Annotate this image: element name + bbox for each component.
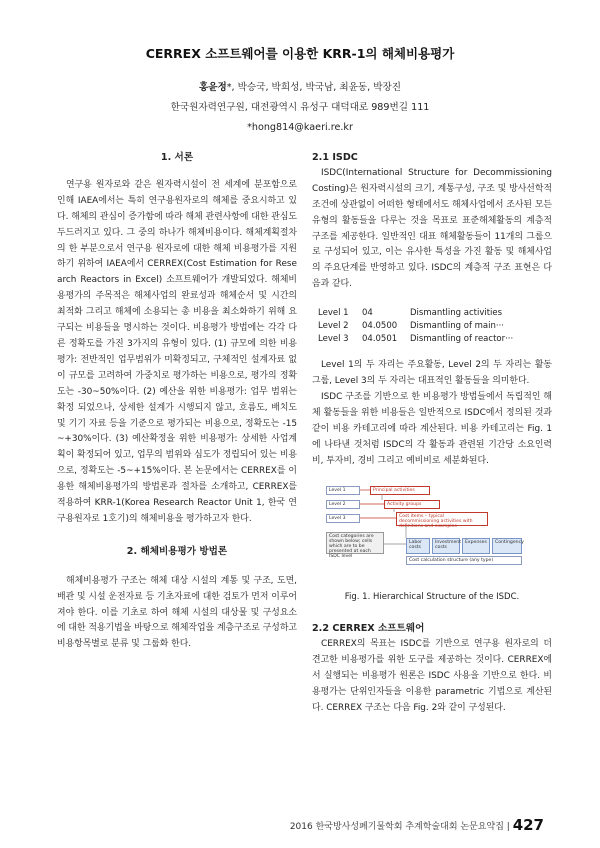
level-row bbox=[318, 320, 552, 333]
author-block bbox=[0, 78, 600, 138]
fig-investment-costs: Investment costs bbox=[432, 538, 460, 554]
level-code: 04.0501 bbox=[362, 334, 398, 345]
footer-text: 2016 한국방사성폐기물학회 추계학술대회 논문요약집 bbox=[289, 822, 504, 832]
author-line bbox=[0, 78, 600, 98]
level-desc: Dismantling of main··· bbox=[410, 321, 504, 332]
isdc-level-list bbox=[318, 307, 552, 346]
paper-title: CERREX 소프트웨어를 이용한 KRR-1의 해체비용평가 bbox=[145, 46, 455, 61]
fig-labor-costs: Labor costs bbox=[406, 538, 430, 554]
co-authors: *, 박승국, 박희성, 박국남, 최윤동, 박장진 bbox=[226, 82, 402, 93]
section-2-1-paragraph-1: ISDC(International Structure for Decommissioning Costing)은 원자력시설의 크기, 계통구성, 구조 및 방사선학적 조건에 상관없이 어떠한 형태에서도 해체사업에서 조사된 모든 유형의 활동들을 다루는 것을 목표로 표준해체활동의 계층적 구조를 제공한다. 일반적인 대표 해체활동들이 11개의 그룹으로 구성되어 있고, 이는 유사한 특성을 가진 활동 및 해체사업의 주요단계를 반영하고 있다. ISDC의 계층적 구조 표현은 다음과 같다. bbox=[312, 167, 552, 290]
section-1-heading: 1. 서론 bbox=[160, 152, 194, 163]
level-desc: Dismantling activities bbox=[410, 308, 503, 319]
footer-separator: | bbox=[506, 822, 510, 832]
page-number: 427 bbox=[512, 816, 544, 834]
section-2-1-heading: 2.1 ISDC bbox=[312, 152, 358, 163]
fig-activity-groups: Activity groups bbox=[384, 500, 440, 509]
fig-cost-calc-structure: Cost calculation structure (any type) bbox=[406, 556, 522, 565]
fig-level-1-box: Level 1 bbox=[326, 486, 360, 495]
section-2-2-heading: 2.2 CERREX 소프트웨어 bbox=[312, 623, 425, 635]
level-desc: Dismantling of reactor··· bbox=[410, 334, 514, 345]
right-column bbox=[312, 150, 552, 717]
section-2-heading: 2. 해체비용평가 방법론 bbox=[126, 545, 228, 557]
level-row bbox=[318, 307, 552, 320]
section-2-2-paragraph: CERREX의 목표는 ISDC를 기반으로 연구용 원자로의 더 견고한 비용평가를 위한 도구를 제공하는 것이다. CERREX에서 실행되는 비용평가 원론은 ISDC 사용을 기반으로 한다. 비용평가는 단위인자들을 이용한 parametric 기법으로 계산된다. CERREX 구조는 다음 Fig. 2와 같이 구성된다. bbox=[312, 639, 552, 713]
email: *hong814@kaeri.re.kr bbox=[247, 122, 353, 133]
section-1-paragraph: 연구용 원자로와 같은 원자력시설이 전 세계에 분포함으로 인해 IAEA에서는 특히 연구용원자로의 해체를 중요시하고 있다. 해체의 관심이 증가함에 따라 해체 관련사항에 대한 관심도 두드러지고 있다. 그 중의 하나가 해체비용이다. 해체계획절차의 한 부분으로서 연구용 원자로에 대한 해체 비용평가를 지원하기 위하여 IAEA에서 CERREX(Cost Estimation for Research Reactors in Excel) 소프트웨어가 개발되었다. 해체비용평가의 주목적은 해체사업의 완료성과 해체순서 및 시간의 최적화 그리고 해체에 소용되는 총 비용을 최소화하기 위해 요구되는 비용들을 명시하는 것이다. 비용평가 방법에는 각각 다른 정확도를 가진 3가지의 유형이 있다. (1) 규모에 의한 비용평가: 전반적인 업무범위가 미확정되고, 구체적인 설계자료 없이 규모를 고려하여 가중치로 평가하는 비용으로, 평가의 정확도는 -30~50%이다. (2) 예산을 위한 비용평가: 업무 범위는 확정 되었으나, 상세한 설계가 시행되지 않고, 흐름도, 배치도 및 기기 자료 등을 기준으로 평가되는 비용으로, 정확도는 -15~+30%이다. (3) 예산확정을 위한 비용평가: 상세한 사업계획이 확정되어 있고, 업무의 범위와 심도가 정립되어 있는 비용으로, 정확도는 -5~+15%이다. 본 논문에서는 CERREX를 이용한 해체비용평가의 방법론과 절차를 소개하고, CERREX를 적용하여 KRR-1(Korea Research Reactor Unit 1, 한국 연구용원자로 1호기)의 해체비용을 평가하고자 한다. bbox=[57, 179, 297, 524]
level-row bbox=[318, 333, 552, 346]
fig-principal-activities: Principal activities bbox=[370, 486, 430, 495]
level-label: Level 2 bbox=[318, 321, 349, 332]
level-code: 04 bbox=[362, 308, 373, 319]
section-2-paragraph: 해체비용평가 구조는 해체 대상 시설의 계통 및 구조, 도면, 배관 및 시설 운전자료 등 기초자료에 대한 검토가 먼저 이루어 져야 한다. 이를 기초로 하여 해체 시설의 대상물 및 구성요소에 대한 적용기법을 바탕으로 해체작업을 계층구조로 구성하고 비용항목별로 분류 및 그룹화 한다. bbox=[57, 575, 297, 650]
fig-level-2-box: Level 2 bbox=[326, 500, 360, 509]
left-column bbox=[57, 150, 297, 653]
level-label: Level 3 bbox=[318, 334, 349, 345]
fig-cost-items: Cost items – typical decommissioning activities with definitions and examples bbox=[396, 512, 488, 526]
figure-1-caption: Fig. 1. Hierarchical Structure of the ISDC. bbox=[344, 591, 520, 602]
level-label: Level 1 bbox=[318, 308, 349, 319]
affiliation: 한국원자력연구원, 대전광역시 유성구 대덕대로 989번길 111 bbox=[170, 102, 430, 113]
level-code: 04.0500 bbox=[362, 321, 398, 332]
page-footer bbox=[290, 816, 544, 834]
section-2-1-paragraph-3: ISDC 구조를 기반으로 한 비용평가 방법들에서 독립적인 해체 활동들을 위한 비용들은 일반적으로 ISDC에서 정의된 것과 같이 비용 카테고리에 따라 계산된다. 비용 카테고리는 Fig. 1에 나타낸 것처럼 ISDC의 각 활동과 관련된 기간당 소요인력비, 투자비, 경비 그리고 예비비로 세분화된다. bbox=[312, 391, 552, 466]
fig-cost-category-note: Cost categories are shown below; cells which are to be presented at each ISDC level bbox=[326, 532, 384, 554]
fig-expenses: Expenses bbox=[462, 538, 490, 554]
isdc-hierarchy-figure bbox=[322, 482, 542, 586]
fig-level-3-box: Level 3 bbox=[326, 514, 360, 523]
fig-contingency: Contingency bbox=[492, 538, 522, 554]
lead-author: 홍윤정 bbox=[198, 82, 227, 93]
section-2-1-paragraph-2: Level 1의 두 자리는 주요활동, Level 2의 두 자리는 활동 그룹, Level 3의 두 자리는 대표적인 활동들을 의미한다. bbox=[312, 360, 552, 387]
